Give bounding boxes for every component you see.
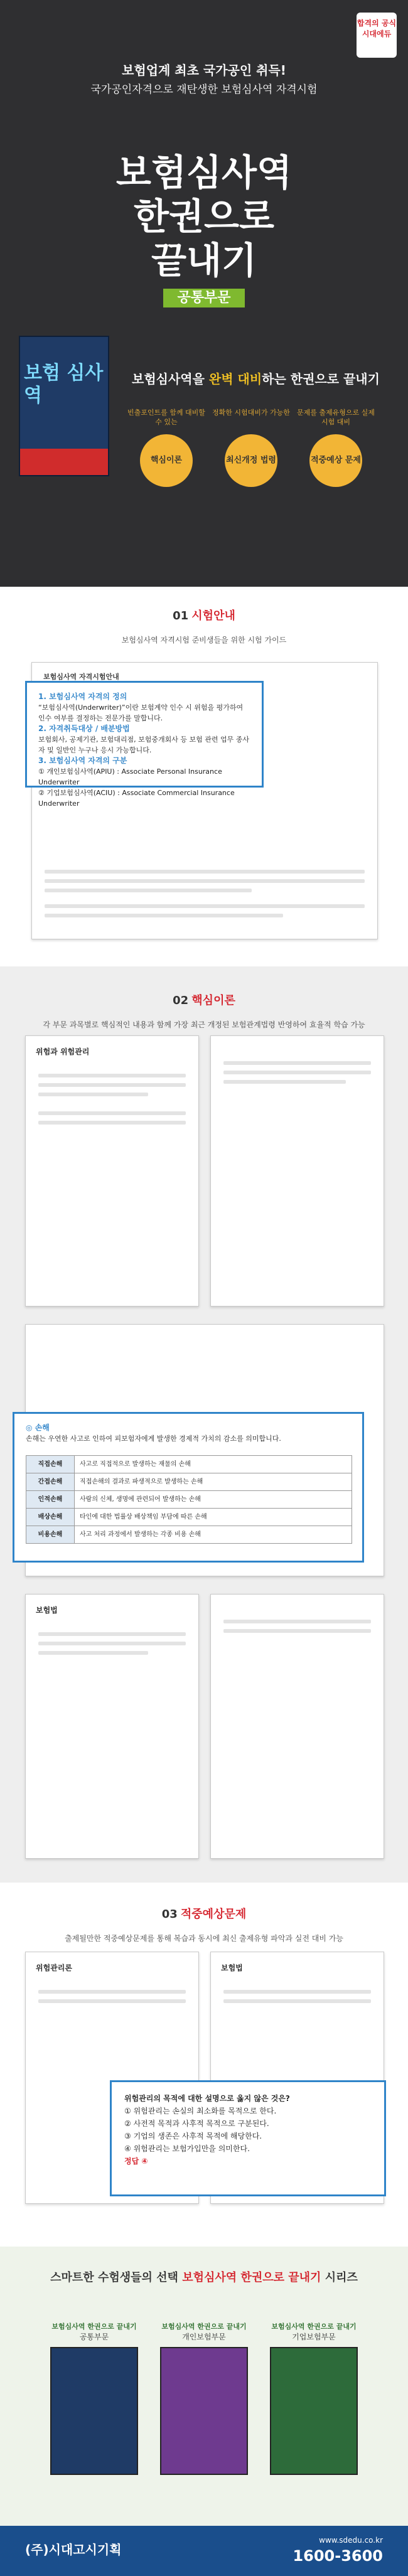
hero-subheadline: 국가공인자격으로 재탄생한 보험심사역 자격시험 [90,83,318,96]
choice-option: ② 사전적 목적과 사후적 목적으로 구분된다. [124,2119,269,2128]
text-line [45,914,283,917]
feature-item [210,408,292,487]
publisher-phone: 1600-3600 [293,2547,383,2565]
table-key: 간접손해 [26,1473,75,1491]
table-key: 배상손해 [26,1509,75,1526]
exam-guide-section [0,587,408,966]
footer [0,2526,408,2576]
feature-badge: 핵심이론 [140,434,193,487]
text-line [45,870,365,874]
section-title: 핵심이론 [191,994,235,1007]
sample-page [25,1594,199,1859]
section-desc: 보험심사역 자격시험 준비생들을 위한 시험 가이드 [121,636,287,644]
table-value: 직접손해의 결과로 파생적으로 발생하는 손해 [75,1473,352,1491]
callout-text: “보험심사역(Underwriter)”이란 보험계약 인수 시 위험을 평가하여 인수 여부를 결정하는 전문가를 말합니다. [38,703,244,722]
book-cover-image [160,2347,248,2475]
feature-desc: 문제를 출제유형으로 실제 시험 대비 [297,409,375,426]
table-key: 비용손해 [26,1526,75,1544]
series-title: 스마트한 수험생들의 선택 보험심사역 한권으로 끝내기 시리즈 [50,2271,358,2284]
page-title: 위험관리론 [36,1964,72,1972]
section-number: 03 [161,1908,178,1921]
core-theory-section [0,966,408,1883]
exam-guide-callout [25,681,264,808]
hero-section [0,0,408,587]
text-line [38,1632,186,1636]
hero-title-line: 보험심사역 [115,151,293,194]
table-desc: 손해는 우연한 사고로 인하여 피보험자에게 발생한 경제적 가치의 감소를 의미합니다. [26,1435,281,1443]
series-book-name: 공통부문 [79,2333,109,2341]
practice-question-callout [110,2080,386,2196]
table-key: 인적손해 [26,1491,75,1509]
choice-option: ① 위험관리는 손실의 최소화를 목적으로 한다. [124,2107,277,2115]
text-line [38,1999,186,2003]
book-cover-image [50,2347,138,2475]
section-number: 02 [173,994,189,1007]
publisher-url[interactable]: www.sdedu.co.kr [319,2536,383,2545]
question-text: 위험관리의 목적에 대한 설명으로 옳지 않은 것은? [124,2094,290,2103]
page-heading: 보험심사역 자격시험안내 [43,673,119,681]
text-line [45,889,252,892]
section-header [0,1905,408,1943]
page-title: 위험과 위험관리 [36,1047,90,1056]
section-title: 시험안내 [191,609,235,623]
text-line [223,1080,346,1084]
text-line [223,1629,371,1633]
series-book-name: 기업보험부문 [292,2333,336,2341]
text-line [38,1651,148,1655]
feature-desc: 빈출포인트를 함께 대비할 수 있는 [127,409,205,426]
text-line [38,1093,148,1096]
hero-title-line: 끝내기 [151,239,257,282]
sample-page [210,1594,384,1859]
book-series-section [0,2247,408,2526]
sample-page [25,1035,199,1307]
section-header [0,991,408,1030]
text-line [38,1642,186,1645]
series-book-label: 보험심사역 한권으로 끝내기 [161,2322,247,2331]
hero-title [94,151,314,282]
text-line [38,1074,186,1077]
text-line [223,1999,371,2003]
callout-heading: 1. 보험심사역 자격의 정의 [38,692,127,701]
publisher-logo[interactable]: (주)시대고시기획 [25,2542,122,2557]
text-line [45,879,365,883]
table-key: 직접손해 [26,1456,75,1473]
sample-page [210,1035,384,1307]
practice-question-section [0,1883,408,2247]
table-row [26,1491,352,1509]
book-cover-image [19,336,109,476]
feature-item [295,408,377,487]
theory-table-callout [13,1412,364,1563]
series-book-label: 보험심사역 한권으로 끝내기 [51,2322,137,2331]
text-line [223,1620,371,1623]
table-value: 타인에 대한 법률상 배상책임 부담에 따른 손해 [75,1509,352,1526]
section-title: 적중예상문제 [180,1908,247,1921]
section-desc: 출제될만한 적중예상문제를 통해 복습과 동시에 최신 출제유형 파악과 실전 대비 가능 [65,1934,343,1943]
book-cover-band [20,449,108,475]
callout-text: ① 개인보험심사역(APIU) : Associate Personal Insurance Underwriter [38,767,222,786]
text-line [223,1071,371,1074]
book-cover-title: 보험 심사역 [24,362,104,407]
callout-heading: 3. 보험심사역 자격의 구분 [38,756,127,765]
callout-heading: 2. 자격취득대상 / 배분방법 [38,724,130,733]
section-number: 01 [173,609,189,623]
hero-subtitle-badge: 공통부문 [163,289,245,307]
feature-desc: 정확한 시험대비가 가능한 [212,409,290,417]
table-row [26,1473,352,1491]
choice-option: ③ 기업의 생존은 사후적 목적에 해당한다. [124,2132,262,2140]
section-desc: 각 부문 과목별로 핵심적인 내용과 함께 가장 최근 개정된 보험관계법령 반영하여 효율적 학습 가능 [43,1020,365,1029]
text-line [223,1061,371,1065]
choice-option: ④ 위험관리는 보험가입만을 의미한다. [124,2144,250,2153]
answer-text: 정답 ④ [124,2157,148,2166]
book-cover-image [270,2347,358,2475]
section-header [0,607,408,645]
series-book-label: 보험심사역 한권으로 끝내기 [271,2322,357,2331]
page-title: 보험법 [221,1964,243,1972]
table-row [26,1509,352,1526]
hero-tagline: 보험심사역을 완벽 대비하는 한권으로 끝내기 [132,371,380,387]
text-line [38,1111,186,1115]
series-book[interactable] [160,2322,248,2475]
table-row [26,1456,352,1473]
table-caption: ◎ 손해 [26,1423,50,1432]
table-value: 사고 처리 과정에서 발생하는 각종 비용 손해 [75,1526,352,1544]
callout-text: 보험회사, 공제기관, 보험대리점, 보험중개회사 등 보험 관련 업무 종사자 및 일반인 누구나 응시 가능합니다. [38,735,249,754]
text-line [45,904,365,908]
text-line [38,1121,186,1125]
brand-badge: 합격의 공식 시대에듀 [357,13,397,58]
feature-item [126,408,207,487]
table-value: 사람의 신체, 생명에 관련되어 발생하는 손해 [75,1491,352,1509]
feature-badge: 적중예상 문제 [309,434,362,487]
text-line [223,1990,371,1994]
page-title: 보험법 [36,1606,58,1615]
series-book[interactable] [270,2322,358,2475]
hero-headline: 보험업계 최초 국가공인 취득! [122,63,286,78]
table-row [26,1526,352,1544]
text-line [38,1990,186,1994]
series-book-name: 개인보험부문 [182,2333,226,2341]
feature-badge: 최신개정 법령 [225,434,277,487]
callout-text: ② 기업보험심사역(ACIU) : Associate Commercial Insurance Underwriter [38,789,235,808]
series-book[interactable] [50,2322,138,2475]
text-line [38,1083,186,1087]
loss-type-table [26,1455,352,1544]
hero-title-line: 한권으로 [133,195,275,238]
table-value: 사고로 직접적으로 발생하는 재물의 손해 [75,1456,352,1473]
